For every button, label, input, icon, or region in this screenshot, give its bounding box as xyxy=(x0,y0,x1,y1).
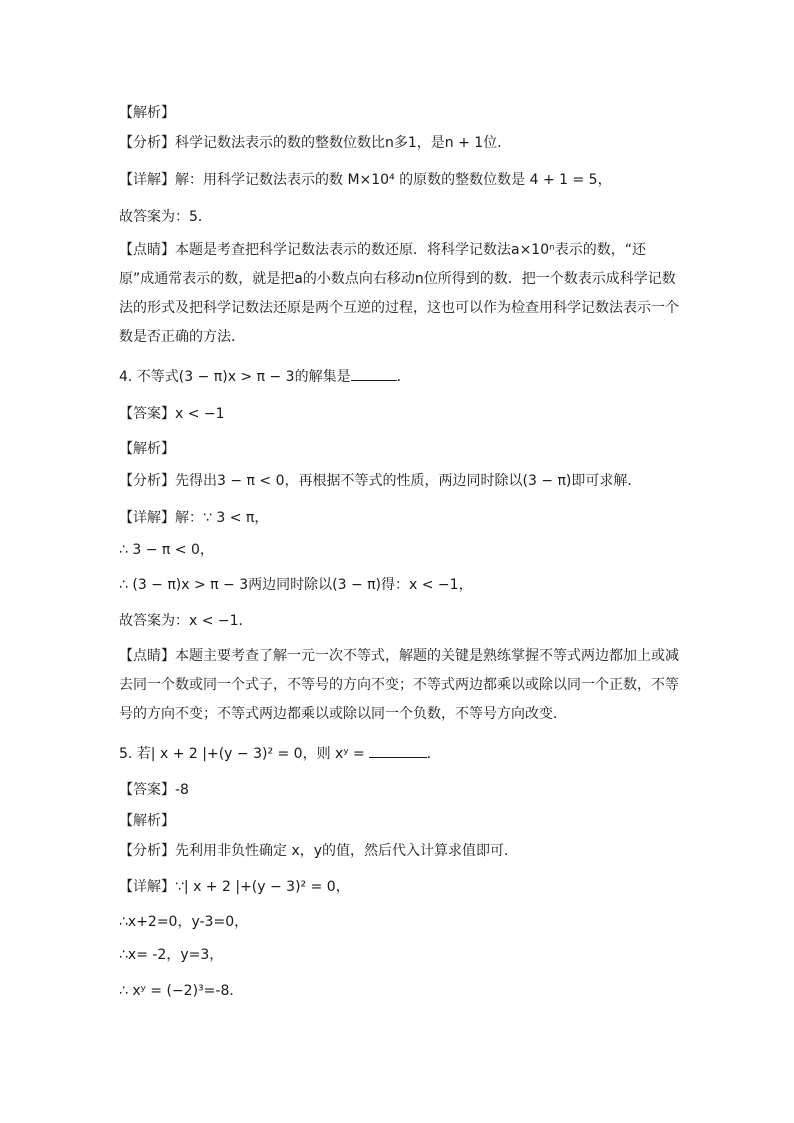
answer-note-2: 故答案为：x < −1． xyxy=(119,613,253,629)
section-jiexi-3: 【解析】 xyxy=(119,813,175,829)
question-5 xyxy=(119,743,441,764)
question-5-text: 5. 若| x + 2 |+(y − 3)² = 0，则 xʸ = xyxy=(119,746,365,762)
step-3c: ∴ xʸ = (−2)³=-8． xyxy=(119,983,244,999)
comment-1: 【点睛】本题是考查把科学记数法表示的数还原．将科学记数法a×10ⁿ表示的数，“还原”成通常表示的数，就是把a的小数点向右移动n位所得到的数．把一个数表示成科学记数法的形式及把科学记数法还原是两个互逆的过程，这也可以作为检查用科学记数法表示一个数是否正确的方法． xyxy=(119,242,679,345)
answer-blank-4 xyxy=(351,366,397,381)
answer-4: 【答案】x < −1 xyxy=(119,406,225,422)
detail-2: 【详解】解：∵ 3 < π， xyxy=(119,510,269,526)
section-jiexi-2: 【解析】 xyxy=(119,441,175,457)
step-3b: ∴x= -2，y=3， xyxy=(119,947,224,963)
detail-1: 【详解】解：用科学记数法表示的数 M×10⁴ 的原数的整数位数是 4 + 1 = 5， xyxy=(119,172,612,188)
answer-note-1: 故答案为：5． xyxy=(119,209,212,225)
question-4-text: 4. 不等式(3 − π)x > π − 3的解集是 xyxy=(119,369,351,385)
comment-2: 【点睛】本题主要考查了解一元一次不等式，解题的关键是熟练掌握不等式两边都加上或减去同一个数或同一个式子，不等号的方向不变；不等式两边都乘以或除以同一个正数，不等号的方向不变；不等式两边都乘以或除以同一个负数，不等号方向改变． xyxy=(119,648,679,722)
answer-blank-5 xyxy=(369,743,427,758)
answer-5: 【答案】-8 xyxy=(119,782,189,798)
section-jiexi-1: 【解析】 xyxy=(119,105,175,121)
analysis-3: 【分析】先利用非负性确定 x，y的值，然后代入计算求值即可． xyxy=(119,843,519,859)
question-4 xyxy=(119,366,411,387)
question-5-end: ． xyxy=(426,746,441,762)
analysis-1: 【分析】科学记数法表示的数的整数位数比n多1，是n + 1位． xyxy=(119,135,512,151)
step-3a: ∴x+2=0，y-3=0， xyxy=(119,914,249,930)
question-4-end: ． xyxy=(396,369,411,385)
detail-3: 【详解】∵| x + 2 |+(y − 3)² = 0， xyxy=(119,879,350,895)
step-2a: ∴ 3 − π < 0， xyxy=(119,542,214,558)
step-2b: ∴ (3 − π)x > π − 3两边同时除以(3 − π)得：x < −1， xyxy=(119,577,473,593)
analysis-2: 【分析】先得出3 − π < 0，再根据不等式的性质，两边同时除以(3 − π)即可求解． xyxy=(119,473,642,489)
